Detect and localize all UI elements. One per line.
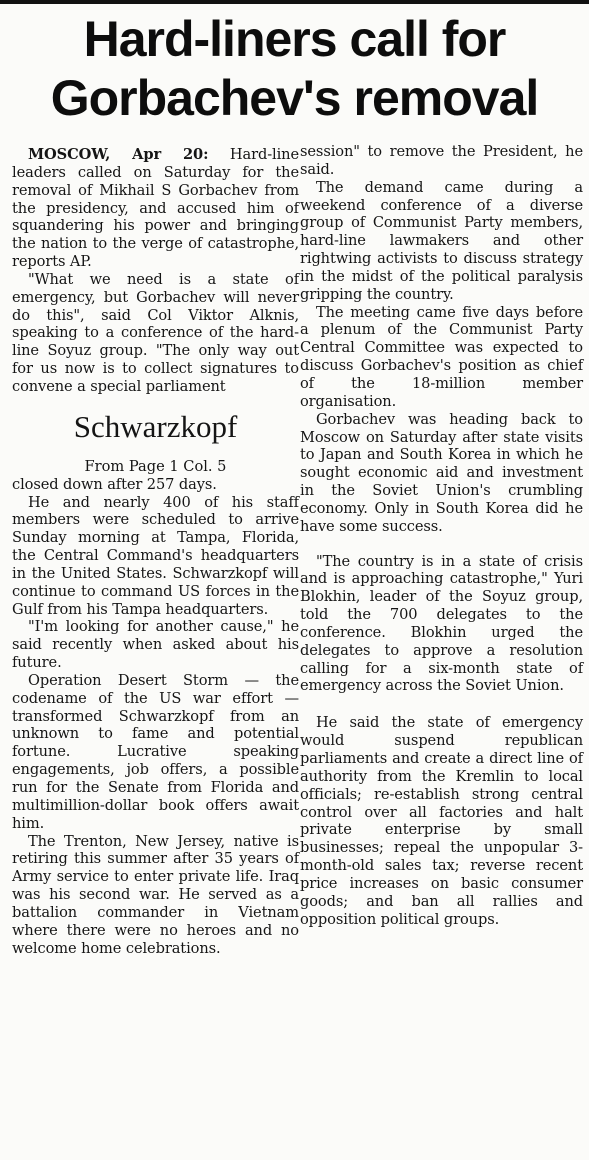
headline-line-1: Hard-liners call for	[83, 11, 506, 67]
headline	[0, 10, 589, 128]
schwarzkopf-paragraph: He and nearly 400 of his staff members were scheduled to arrive Sunday morning at Tampa, Florida, the Central Command's headquarters in the United States. Schwarzkopf will continue to command US forces in the Gulf from his Tampa headquarters.	[12, 493, 299, 618]
schwarzkopf-subhead: Schwarzkopf	[73, 408, 238, 444]
schwarzkopf-paragraph: Operation Desert Storm — the codename of the US war effort —transformed Schwarzkopf from an unknown to fame and potential fortune. Lucrative speaking engagements, job offers, a possible run for the Senate from Florida and multimillion-dollar book offers await him.	[12, 671, 299, 832]
headline-line-2: Gorbachev's removal	[50, 70, 539, 126]
article-paragraph: The demand came during a weekend conference of a diverse group of Communist Party members, hard-line lawmakers and other rightwing activists to discuss strategy in the midst of the political paralysis gripping the country.	[300, 178, 583, 303]
left-column	[12, 146, 299, 957]
article-paragraph: "What we need is a state of emergency, but Gorbachev will never do this", said Col Viktor Alknis, speaking to a conference of the hard-line Soyuz group. "The only way out for us now is to collect signatures to convene a special parliament	[12, 270, 299, 395]
article-paragraph	[12, 146, 299, 271]
article-paragraph: "The country is in a state of crisis and is approaching catastrophe," Yuri Blokhin, leader of the Soyuz group, told the 700 delegates to the conference. Blokhin urged the delegates to approve a resolution calling for a six-month state of emergency across the Soviet Union.	[300, 552, 583, 695]
schwarzkopf-paragraph: closed down after 257 days.	[12, 475, 217, 493]
article-paragraph: He said the state of emergency would suspend republican parliaments and create a direct line of authority from the Kremlin to local officials; re-establish strong central control over all factories and halt private enterprise by small businesses; repeal the unpopular 3-month-old sales tax; reverse recent price increases on basic consumer goods; and ban all rallies and opposition political groups.	[300, 714, 583, 928]
right-column	[300, 143, 583, 928]
top-rule	[0, 0, 589, 4]
article-paragraph: session" to remove the President, he said.	[300, 143, 583, 178]
article-paragraph: The meeting came five days before a plenum of the Communist Party Central Committee was expected to discuss Gorbachev's position as chief of the 18-million member organisation.	[300, 303, 583, 410]
schwarzkopf-paragraph: The Trenton, New Jersey, native is retiring this summer after 35 years of Army service to enter private life. Iraq was his second war. He served as a battalion commander in Vietnam where there were no heroes and no welcome home celebrations.	[12, 832, 299, 957]
jump-line: From Page 1 Col. 5	[84, 457, 227, 475]
lead-text: Hard-line leaders called on Saturday for the removal of Mikhail S Gorbachev from the presidency, and accused him of squandering his power and bringing the nation to the verge of catastrophe, reports AP.	[12, 146, 299, 271]
schwarzkopf-paragraph: "I'm looking for another cause," he said recently when asked about his future.	[12, 618, 299, 672]
article-paragraph: Gorbachev was heading back to Moscow on Saturday after state visits to Japan and South Korea in which he sought economic aid and investment in the Soviet Union's crumbling economy. Only in South Korea did he have some success.	[300, 410, 583, 535]
dateline: MOSCOW, Apr 20:	[28, 146, 209, 163]
